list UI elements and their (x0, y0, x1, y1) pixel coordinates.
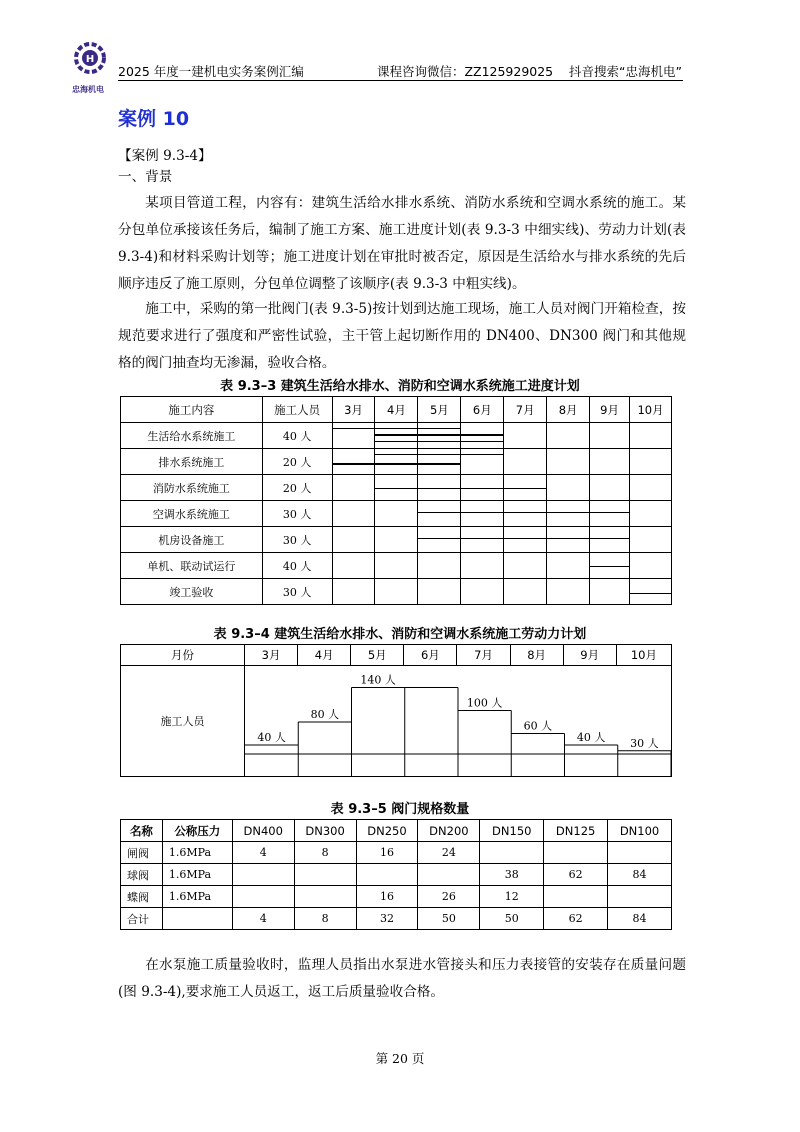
valve-cell: 4 (232, 908, 294, 930)
schedule-header-6: 7月 (504, 397, 547, 423)
valve-cell: 84 (608, 864, 672, 886)
valve-cell: 62 (544, 908, 608, 930)
schedule-cell (461, 501, 504, 527)
valve-cell (294, 886, 356, 908)
svg-text:H: H (85, 54, 95, 65)
valve-cell (608, 842, 672, 864)
valve-cell (232, 886, 294, 908)
schedule-cell (332, 423, 375, 449)
schedule-task: 生活给水系统施工 (121, 423, 263, 449)
schedule-bar-planned (590, 566, 630, 567)
schedule-cell (630, 475, 672, 501)
valve-cell: 50 (418, 908, 480, 930)
labor-histogram-cell (245, 666, 672, 777)
valve-cell: 闸阀 (121, 842, 163, 864)
paragraph-3: 在水泵施工质量验收时，监理人员指出水泵进水管接头和压力表接管的安装存在质量问题(图 9.3-4),要求施工人员返工，返工后质量验收合格。 (118, 957, 686, 1000)
schedule-cell (504, 449, 547, 475)
schedule-header-1: 施工人员 (262, 397, 332, 423)
schedule-task: 排水系统施工 (121, 449, 263, 475)
labor-label: 40 人 (257, 731, 286, 744)
schedule-bar-planned (375, 441, 504, 442)
schedule-cell (332, 475, 375, 501)
schedule-cell (504, 501, 547, 527)
schedule-cell (630, 501, 672, 527)
valve-header-5: DN200 (418, 820, 480, 842)
valve-cell: 4 (232, 842, 294, 864)
valve-cell: 球阀 (121, 864, 163, 886)
schedule-row (121, 449, 672, 475)
valve-cell: 1.6MPa (162, 864, 232, 886)
labor-header-month: 3月 (245, 645, 298, 666)
schedule-cell (547, 501, 590, 527)
schedule-cell (418, 527, 461, 553)
valve-cell: 12 (480, 886, 544, 908)
valve-header-8: DN100 (608, 820, 672, 842)
labor-label: 60 人 (523, 719, 553, 733)
labor-header-month: 7月 (457, 645, 510, 666)
schedule-cell (590, 579, 630, 605)
labor-header-month: 10月 (616, 645, 671, 666)
labor-label: 100 人 (466, 696, 503, 710)
schedule-task: 空调水系统施工 (121, 501, 263, 527)
schedule-header-0: 施工内容 (121, 397, 263, 423)
valve-row (121, 864, 672, 886)
schedule-cell (590, 423, 630, 449)
schedule-workers: 30 人 (262, 501, 332, 527)
schedule-cell (547, 475, 590, 501)
schedule-cell (630, 449, 672, 475)
schedule-header-7: 8月 (547, 397, 590, 423)
logo-text: 忠海机电 (72, 85, 104, 94)
valve-cell: 16 (356, 842, 418, 864)
labor-header-month: 5月 (351, 645, 404, 666)
page-number: 第 20 页 (375, 1051, 425, 1066)
labor-header-month: 6月 (404, 645, 457, 666)
schedule-row (121, 501, 672, 527)
schedule-cell (375, 553, 418, 579)
schedule-cell (590, 449, 630, 475)
valve-cell (544, 842, 608, 864)
schedule-task: 竣工验收 (121, 579, 263, 605)
paragraph-1: 某项目管道工程，内容有：建筑生活给水排水系统、消防水系统和空调水系统的施工。某分包单位承接该任务后，编制了施工方案、施工进度计划(表 9.3-3 中细实线)、劳动力计划(表 9.3-4)和材料采购计划等；施工进度计划在审批时被否定，原因是生活给水与排水系统的先后顺序违反了施工原则，分包单位调整了该顺序(表 9.3-3 中粗实线)。 (118, 195, 686, 292)
labor-header-month: 8月 (510, 645, 563, 666)
labor-header-month: 4月 (298, 645, 351, 666)
valve-cell: 50 (480, 908, 544, 930)
schedule-cell (332, 579, 375, 605)
valve-header-6: DN150 (480, 820, 544, 842)
labor-header-label: 月份 (121, 645, 245, 666)
valve-cell: 38 (480, 864, 544, 886)
schedule-cell (630, 579, 672, 605)
header-left: 2025 年度一建机电实务案例汇编 (118, 64, 304, 79)
schedule-task: 消防水系统施工 (121, 475, 263, 501)
valve-cell: 16 (356, 886, 418, 908)
schedule-cell (630, 423, 672, 449)
valve-cell (232, 864, 294, 886)
valve-header-2: DN400 (232, 820, 294, 842)
valve-cell: 1.6MPa (162, 886, 232, 908)
valve-header-3: DN300 (294, 820, 356, 842)
schedule-bar-planned (375, 454, 504, 455)
valve-cell (356, 864, 418, 886)
valve-cell: 24 (418, 842, 480, 864)
schedule-bar-planned (418, 538, 630, 539)
labor-label: 30 人 (630, 736, 659, 750)
schedule-header-4: 5月 (418, 397, 461, 423)
schedule-cell (332, 527, 375, 553)
schedule-cell (418, 449, 461, 475)
schedule-workers: 30 人 (262, 527, 332, 553)
schedule-cell (590, 475, 630, 501)
valve-header-1: 公称压力 (162, 820, 232, 842)
valve-row (121, 842, 672, 864)
schedule-cell (375, 579, 418, 605)
schedule-cell (630, 553, 672, 579)
valve-cell: 蝶阀 (121, 886, 163, 908)
schedule-cell (547, 449, 590, 475)
schedule-bar-planned (418, 512, 630, 513)
valve-header-0: 名称 (121, 820, 163, 842)
valve-row (121, 886, 672, 908)
valve-cell: 8 (294, 842, 356, 864)
valve-table (120, 819, 672, 930)
schedule-workers: 40 人 (262, 553, 332, 579)
schedule-header-9: 10月 (630, 397, 672, 423)
schedule-bar-planned (630, 593, 672, 594)
schedule-header-2: 3月 (332, 397, 375, 423)
schedule-cell (590, 501, 630, 527)
logo-icon (68, 40, 112, 88)
case-ref: 【案例 9.3-4】 (118, 148, 212, 164)
schedule-cell (590, 527, 630, 553)
case-title: 案例 10 (118, 108, 190, 130)
schedule-bar-planned (375, 488, 547, 489)
schedule-cell (418, 553, 461, 579)
labor-table (120, 644, 672, 777)
valve-caption: 表 9.3–5 阀门规格数量 (330, 802, 470, 817)
valve-cell: 26 (418, 886, 480, 908)
valve-cell: 8 (294, 908, 356, 930)
schedule-header-8: 9月 (590, 397, 630, 423)
schedule-workers: 20 人 (262, 449, 332, 475)
valve-cell (544, 886, 608, 908)
schedule-task: 机房设备施工 (121, 527, 263, 553)
schedule-cell (418, 579, 461, 605)
schedule-workers: 40 人 (262, 423, 332, 449)
valve-header-4: DN250 (356, 820, 418, 842)
schedule-workers: 30 人 (262, 579, 332, 605)
schedule-bar-planned (332, 428, 461, 429)
valve-cell (608, 886, 672, 908)
schedule-bar-adjusted (332, 463, 461, 465)
schedule-cell (630, 527, 672, 553)
labor-row-label: 施工人员 (121, 666, 245, 777)
labor-histogram (245, 666, 671, 776)
labor-header-month: 9月 (563, 645, 616, 666)
valve-cell: 合计 (121, 908, 163, 930)
schedule-header-5: 6月 (461, 397, 504, 423)
valve-cell (418, 864, 480, 886)
schedule-bar-adjusted (375, 434, 504, 436)
schedule-cell (332, 553, 375, 579)
valve-cell: 1.6MPa (162, 842, 232, 864)
labor-label: 40 人 (576, 731, 606, 744)
schedule-cell (375, 527, 418, 553)
schedule-cell (547, 527, 590, 553)
schedule-cell (547, 423, 590, 449)
valve-cell (162, 908, 232, 930)
schedule-task: 单机、联动试运行 (121, 553, 263, 579)
schedule-caption: 表 9.3–3 建筑生活给水排水、消防和空调水系统施工进度计划 (220, 379, 580, 394)
schedule-cell (504, 553, 547, 579)
schedule-cell (375, 501, 418, 527)
schedule-cell (504, 579, 547, 605)
schedule-cell (504, 423, 547, 449)
schedule-cell (461, 527, 504, 553)
valve-cell: 62 (544, 864, 608, 886)
schedule-cell (461, 449, 504, 475)
valve-header-7: DN125 (544, 820, 608, 842)
schedule-row (121, 527, 672, 553)
labor-label: 140 人 (360, 673, 396, 687)
valve-cell: 32 (356, 908, 418, 930)
schedule-workers: 20 人 (262, 475, 332, 501)
schedule-cell (547, 553, 590, 579)
schedule-cell (461, 553, 504, 579)
valve-cell: 84 (608, 908, 672, 930)
paragraph-2: 施工中，采购的第一批阀门(表 9.3-5)按计划到达施工现场，施工人员对阀门开箱检查，按规范要求进行了强度和严密性试验，主干管上起切断作用的 DN400、DN300 阀门和其他规格的阀门抽查均无渗漏，验收合格。 (118, 301, 686, 371)
schedule-cell (418, 501, 461, 527)
schedule-cell (461, 579, 504, 605)
labor-label: 80 人 (310, 708, 340, 721)
schedule-cell (332, 501, 375, 527)
schedule-cell (332, 449, 375, 475)
schedule-cell (504, 527, 547, 553)
valve-cell (294, 864, 356, 886)
section-title: 一、背景 (118, 169, 173, 185)
labor-caption: 表 9.3–4 建筑生活给水排水、消防和空调水系统施工劳动力计划 (213, 627, 587, 642)
valve-row (121, 908, 672, 930)
schedule-header-3: 4月 (375, 397, 418, 423)
valve-cell (480, 842, 544, 864)
schedule-row (121, 579, 672, 605)
header-rule (118, 80, 683, 81)
header-right: 课程咨询微信：ZZ125929025 抖音搜索“忠海机电” (376, 64, 682, 79)
schedule-cell (375, 449, 418, 475)
schedule-cell (547, 579, 590, 605)
